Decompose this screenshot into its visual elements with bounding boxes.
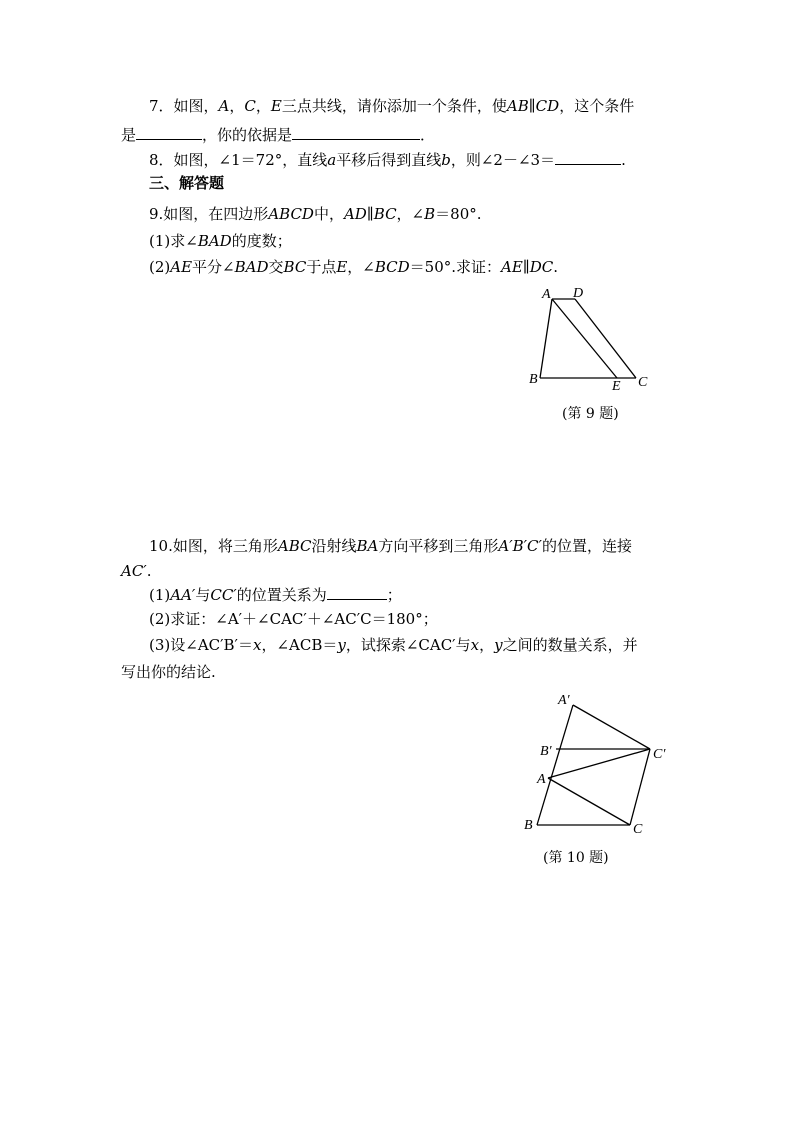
label-a: A (537, 772, 546, 787)
label-b: B (524, 818, 533, 833)
q7-line1: 7．如图，A，C，E三点共线，请你添加一个条件，使AB∥CD，这个条件 (149, 97, 635, 115)
q10-part2: (2)求证：∠A′＋∠CAC′＋∠AC′C＝180°； (149, 610, 438, 628)
label-c: C (633, 822, 643, 837)
segment-a-c (548, 778, 630, 825)
q7-line2: 是 ，你的依据是 ． (121, 123, 435, 146)
segment-a-cp (548, 749, 650, 778)
q8-line: 8．如图，∠1＝72°，直线a平移后得到直线b，则∠2－∠3＝ . (149, 148, 626, 171)
q10-part3-line2: 写出你的结论. (121, 663, 216, 681)
q10-intro-line1: 10.如图，将三角形ABC沿射线BA方向平移到三角形A′B′C′的位置，连接 (149, 537, 632, 555)
label-a: A (542, 287, 551, 302)
q10-part1: (1)AA′与CC′的位置关系为 ； (149, 583, 402, 606)
segment-cp-c (630, 749, 650, 825)
label-b: B (529, 372, 538, 387)
label-d: D (573, 286, 584, 301)
q9-part2: (2)AE平分∠BAD交BC于点E，∠BCD＝50°.求证：AE∥DC. (149, 258, 559, 276)
label-c: C (638, 375, 648, 390)
q9-caption: (第 9 题) (562, 406, 619, 422)
q9-intro: 9.如图，在四边形ABCD中，AD∥BC，∠B＝80°. (149, 205, 482, 223)
label-c-prime: C′ (653, 747, 666, 762)
label-e: E (612, 379, 621, 394)
section-heading: 三、解答题 (149, 174, 225, 192)
segment-ap-cp (573, 705, 650, 749)
label-b-prime: B′ (540, 744, 552, 759)
q10-intro-line2: AC′. (121, 562, 152, 580)
segment-ap-bp (537, 705, 573, 825)
q10-part3-line1: (3)设∠AC′B′＝x，∠ACB＝y，试探索∠CAC′与x，y之间的数量关系，并 (149, 636, 638, 654)
label-a-prime: A′ (558, 693, 570, 708)
q9-part1: (1)求∠BAD的度数； (149, 232, 292, 250)
q10-caption: (第 10 题) (543, 850, 609, 866)
